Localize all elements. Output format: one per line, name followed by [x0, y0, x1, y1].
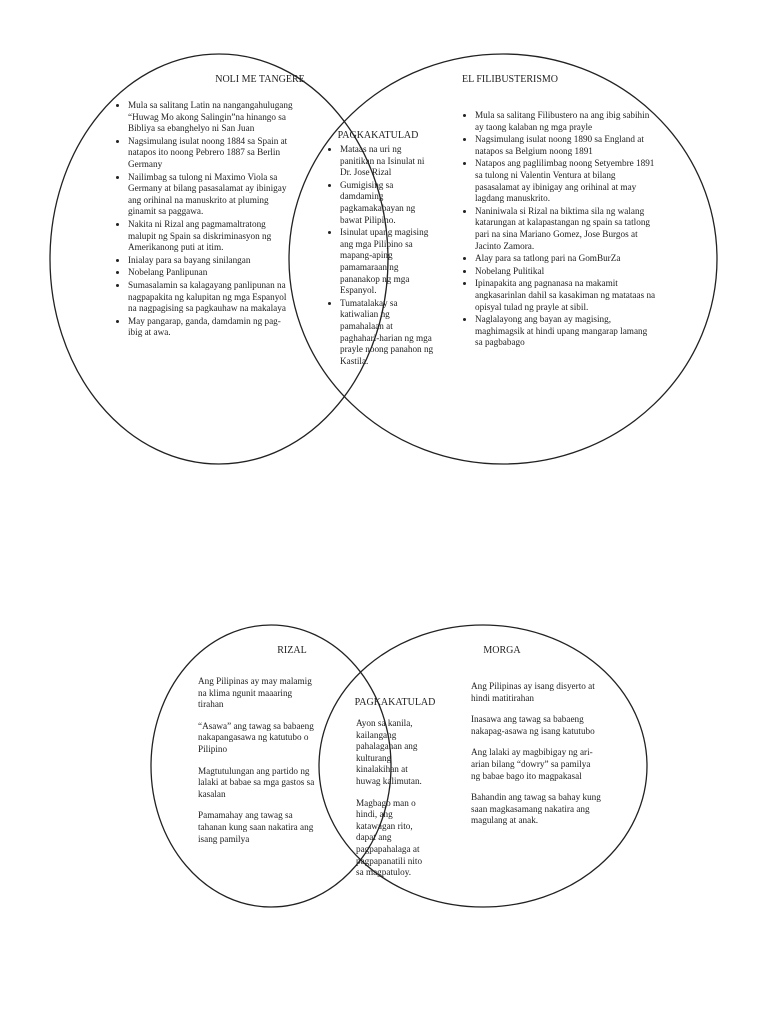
venn1-right-list: [457, 110, 657, 350]
venn2-left-text: [198, 676, 316, 855]
venn1-left-title: NOLI ME TANGERE: [215, 74, 305, 85]
list-item: • Alay para sa tatlong pari na GomBurZa: [475, 253, 657, 265]
list-item: • Mataas na uri ng panitikan na Isinulat ni Dr. Jose Rizal: [340, 144, 434, 179]
list-item: • Tumatalakay sa katiwalian ng pamahalaan at paghahari-harian ng mga prayle noong panahon ng Kastila.: [340, 298, 434, 368]
paragraph: Inasawa ang tawag sa babaeng nakapag-asawa ng isang katutubo: [471, 714, 595, 736]
venn2-center-text: [356, 718, 426, 889]
paragraph: Bahandin ang tawag sa bahay kung saan magkasamang nakatira ang magulang at anak.: [471, 792, 601, 826]
list-item: • Isinulat upang magising ang mga Pilipino sa mapang-aping pamamaraan ng pananakop ng mga Espanyol.: [340, 227, 434, 297]
list-item: • Inialay para sa bayang sinilangan: [128, 255, 295, 267]
list-item: • May pangarap, ganda, damdamin ng pag-ibig at awa.: [128, 316, 295, 339]
paragraph: Ang Pilipinas ay isang disyerto at hindi matitirahan: [471, 681, 595, 703]
paragraph: Pamamahay ang tawag sa tahanan kung saan nakatira ang isang pamilya: [198, 810, 314, 844]
list-item: • Nagsimulang isulat noong 1890 sa England at natapos sa Belgium noong 1891: [475, 134, 657, 157]
list-item: • Nakita ni Rizal ang pagmamaltratong malupit ng Spain sa diskriminasyon ng Amerikanong puti at itim.: [128, 219, 295, 254]
venn1-center-title: PAGKAKATULAD: [337, 130, 419, 141]
venn1-left-list: [110, 100, 295, 340]
venn1-center-list: [322, 144, 434, 368]
venn1-right-title: EL FILIBUSTERISMO: [461, 74, 559, 85]
list-item: • Naniniwala si Rizal na biktima sila ng walang katarungan at kalapastangan ng spain sa tatlong pari na sina Mariano Gomez, Jose Burgos at Jacinto Zamora.: [475, 206, 657, 252]
paragraph: Magtutulungan ang partido ng lalaki at babae sa mga gastos sa kasalan: [198, 765, 315, 799]
list-item: • Mula sa salitang Latin na nangangahulugang “Huwag Mo akong Salingin”na hinango sa Bibliya sa ebanghelyo ni San Juan: [128, 100, 295, 135]
list-item: • Nobelang Panlipunan: [128, 267, 295, 279]
venn2-right-text: [471, 681, 601, 837]
paragraph: Ayon sa kanila, kailangang pahalagahan ang kulturang kinalakihan at huwag kalimutan.: [356, 718, 422, 786]
list-item: • Nailimbag sa tulong ni Maximo Viola sa Germany at bilang pasasalamat ay ibinigay ang orihinal na manuskrito at pluming ginamit sa paggawa.: [128, 172, 295, 218]
venn2-left-title: RIZAL: [277, 645, 307, 656]
list-item: • Sumasalamin sa kalagayang panlipunan na nagpapakita ng kalupitan ng mga Espanyol na nagpagising sa pagkauhaw na makalaya: [128, 280, 295, 315]
list-item: • Mula sa salitang Filibustero na ang ibig sabihin ay taong kalaban ng mga prayle: [475, 110, 657, 133]
list-item: • Gumigising sa damdaming pagkamakabayan ng bawat Pilipino.: [340, 180, 434, 226]
paragraph: Magbago man o hindi, ang katawagan rito, dapat ang pagpapahalaga at pagpapanatili nito sa magpatuloy.: [356, 797, 423, 878]
paragraph: Ang lalaki ay magbibigay ng ari-arian bilang “dowry” sa pamilya ng babae bago ito magpakasal: [471, 747, 593, 781]
paragraph: “Asawa” ang tawag sa babaeng nakapangasawa ng katutubo o Pilipino: [198, 720, 314, 754]
venn2-right-title: MORGA: [483, 645, 521, 656]
list-item: • Nagsimulang isulat noong 1884 sa Spain at natapos ito noong Pebrero 1887 sa Berlin Germany: [128, 136, 295, 171]
venn2-center-title: PAGKAKATULAD: [354, 697, 436, 708]
list-item: • Naglalayong ang bayan ay magising, maghimagsik at hindi upang mangarap lamang sa pagbabago: [475, 314, 657, 349]
list-item: • Ipinapakita ang pagnanasa na makamit angkasarinlan dahil sa kasakiman ng matataas na opisyal tulad ng prayle at sibil.: [475, 278, 657, 313]
list-item: • Natapos ang paglilimbag noong Setyembre 1891 sa tulong ni Valentin Ventura at bilang pasasalamat ay ibinigay ang orihinal at may lagdang manuskrito.: [475, 158, 657, 204]
list-item: • Nobelang Pulitikal: [475, 266, 657, 278]
paragraph: Ang Pilipinas ay may malamig na klima ngunit maaaring tirahan: [198, 676, 312, 710]
